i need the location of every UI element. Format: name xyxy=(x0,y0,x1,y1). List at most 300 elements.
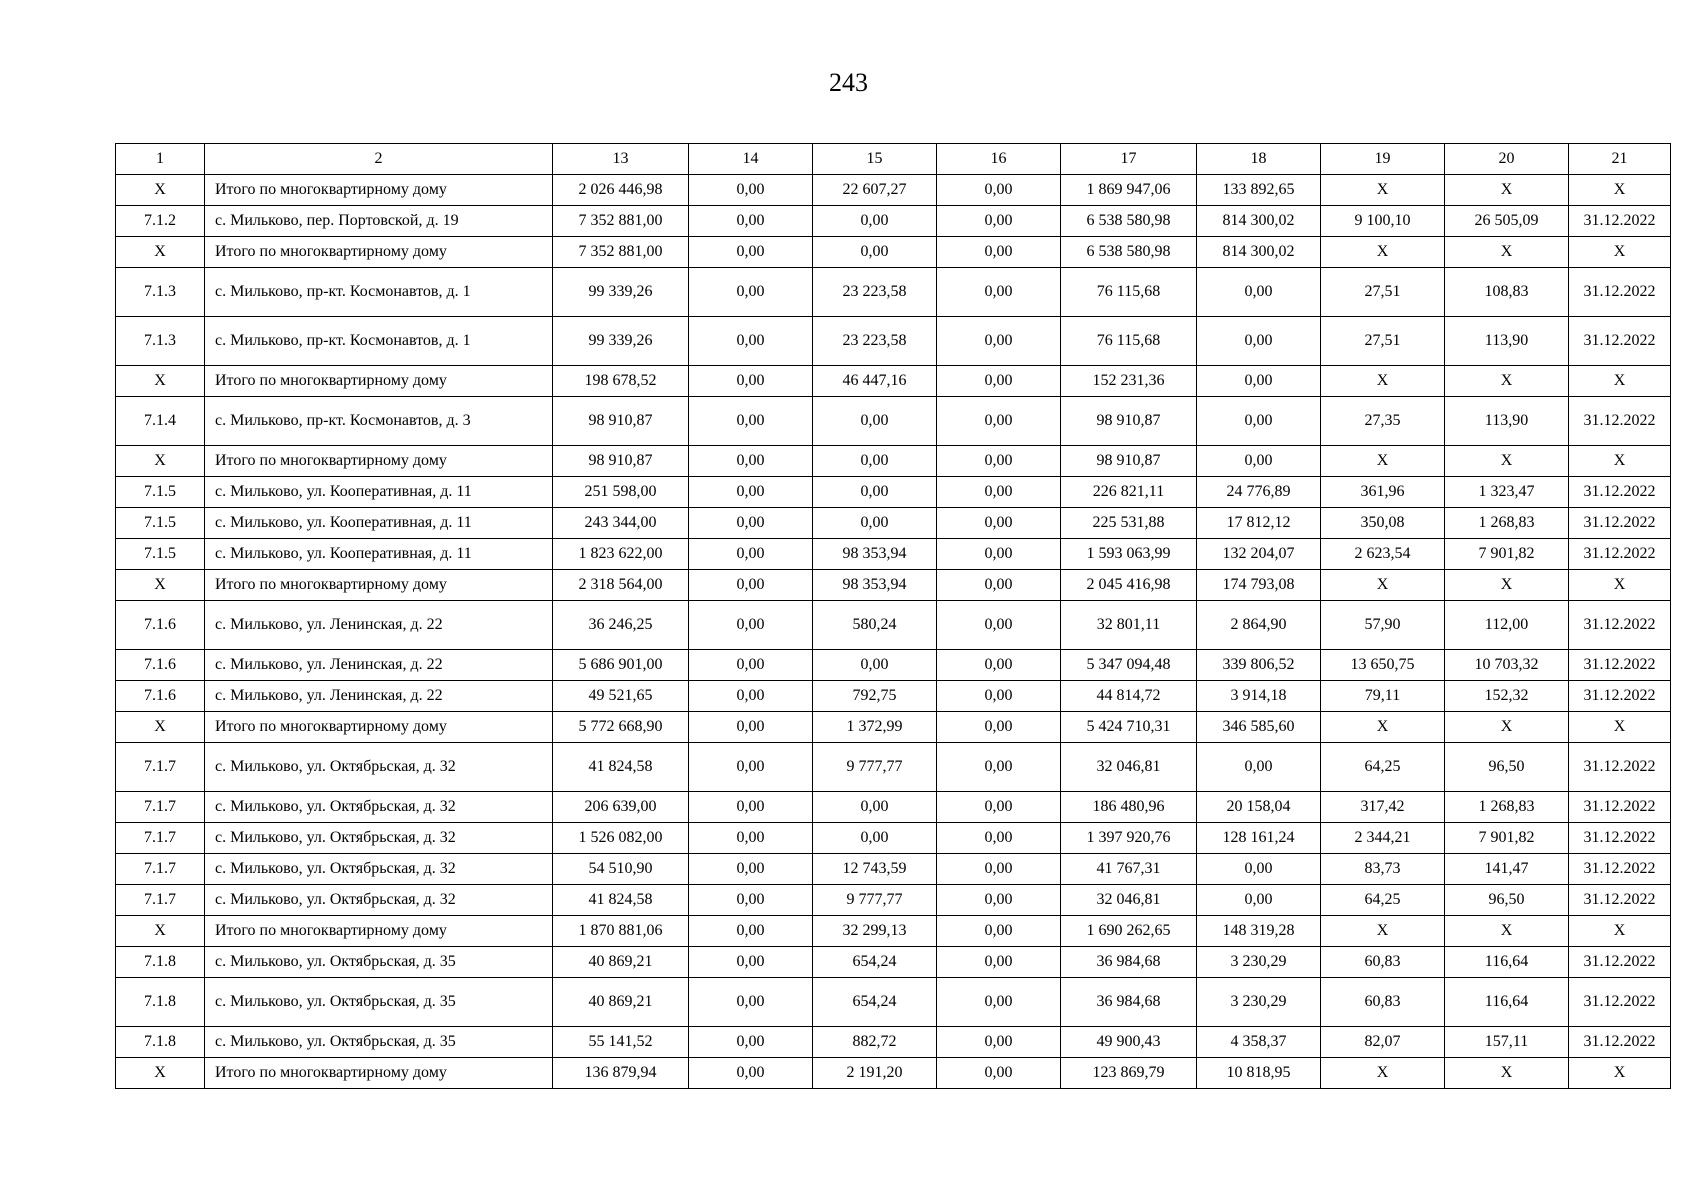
table-cell: 0,00 xyxy=(689,366,813,397)
address-cell: с. Мильково, ул. Октябрьская, д. 35 xyxy=(205,947,553,978)
table-cell: 0,00 xyxy=(937,446,1061,477)
table-cell: 99 339,26 xyxy=(553,317,689,366)
address-cell: с. Мильково, ул. Кооперативная, д. 11 xyxy=(205,477,553,508)
table-cell: 580,24 xyxy=(813,601,937,650)
column-header: 13 xyxy=(553,144,689,175)
table-cell: Х xyxy=(116,712,205,743)
table-cell: 7.1.7 xyxy=(116,854,205,885)
table-cell: 0,00 xyxy=(689,477,813,508)
table-cell: 27,51 xyxy=(1321,317,1445,366)
table-cell: 0,00 xyxy=(937,792,1061,823)
table-cell: 98 910,87 xyxy=(553,397,689,446)
table-cell: 317,42 xyxy=(1321,792,1445,823)
table-row xyxy=(116,397,1671,446)
total-row xyxy=(116,366,1671,397)
table-cell: 7 901,82 xyxy=(1445,823,1569,854)
address-cell: с. Мильково, ул. Октябрьская, д. 35 xyxy=(205,978,553,1027)
table-cell: 60,83 xyxy=(1321,978,1445,1027)
table-cell: 7.1.5 xyxy=(116,508,205,539)
address-cell: с. Мильково, пр-кт. Космонавтов, д. 3 xyxy=(205,397,553,446)
table-cell: 17 812,12 xyxy=(1197,508,1321,539)
table-cell: 2 864,90 xyxy=(1197,601,1321,650)
address-cell: с. Мильково, пр-кт. Космонавтов, д. 1 xyxy=(205,317,553,366)
table-cell: 2 344,21 xyxy=(1321,823,1445,854)
table-cell: 814 300,02 xyxy=(1197,206,1321,237)
table-cell: 1 397 920,76 xyxy=(1061,823,1197,854)
table-cell: 654,24 xyxy=(813,978,937,1027)
table-cell: 79,11 xyxy=(1321,681,1445,712)
table-row xyxy=(116,743,1671,792)
table-cell: 6 538 580,98 xyxy=(1061,206,1197,237)
table-cell: 60,83 xyxy=(1321,947,1445,978)
table-cell: 31.12.2022 xyxy=(1569,947,1671,978)
table-cell: 1 690 262,65 xyxy=(1061,916,1197,947)
table-cell: 7 352 881,00 xyxy=(553,237,689,268)
table-cell: 31.12.2022 xyxy=(1569,854,1671,885)
table-cell: 32 046,81 xyxy=(1061,885,1197,916)
table-cell: 2 318 564,00 xyxy=(553,570,689,601)
table-cell: 98 353,94 xyxy=(813,539,937,570)
table-cell: 0,00 xyxy=(689,268,813,317)
table-cell: 44 814,72 xyxy=(1061,681,1197,712)
table-cell: 0,00 xyxy=(689,712,813,743)
table-cell: 0,00 xyxy=(937,947,1061,978)
table-cell: Х xyxy=(1445,570,1569,601)
table-cell: 0,00 xyxy=(689,317,813,366)
table-cell: Х xyxy=(1445,1058,1569,1089)
table-row xyxy=(116,508,1671,539)
column-header: 16 xyxy=(937,144,1061,175)
table-cell: 654,24 xyxy=(813,947,937,978)
table-cell: 27,35 xyxy=(1321,397,1445,446)
table-cell: 31.12.2022 xyxy=(1569,743,1671,792)
table-cell: 152 231,36 xyxy=(1061,366,1197,397)
table-cell: Х xyxy=(1321,1058,1445,1089)
table-cell: 6 538 580,98 xyxy=(1061,237,1197,268)
table-cell: Х xyxy=(1569,712,1671,743)
table-cell: 174 793,08 xyxy=(1197,570,1321,601)
table-cell: 10 703,32 xyxy=(1445,650,1569,681)
address-cell: с. Мильково, ул. Ленинская, д. 22 xyxy=(205,681,553,712)
table-cell: 31.12.2022 xyxy=(1569,978,1671,1027)
table-row xyxy=(116,1027,1671,1058)
table-cell: 0,00 xyxy=(937,539,1061,570)
table-cell: 76 115,68 xyxy=(1061,268,1197,317)
table-cell: 0,00 xyxy=(937,681,1061,712)
table-cell: 0,00 xyxy=(689,1027,813,1058)
table-cell: 4 358,37 xyxy=(1197,1027,1321,1058)
table-cell: 0,00 xyxy=(813,477,937,508)
table-cell: 36 246,25 xyxy=(553,601,689,650)
table-cell: 24 776,89 xyxy=(1197,477,1321,508)
table-cell: 361,96 xyxy=(1321,477,1445,508)
table-cell: 141,47 xyxy=(1445,854,1569,885)
table-row xyxy=(116,206,1671,237)
table-cell: 1 823 622,00 xyxy=(553,539,689,570)
table-cell: 41 824,58 xyxy=(553,743,689,792)
address-cell: с. Мильково, ул. Октябрьская, д. 35 xyxy=(205,1027,553,1058)
address-cell: Итого по многоквартирному дому xyxy=(205,570,553,601)
table-cell: 0,00 xyxy=(813,792,937,823)
table-cell: 0,00 xyxy=(1197,743,1321,792)
table-cell: 31.12.2022 xyxy=(1569,206,1671,237)
table-cell: 31.12.2022 xyxy=(1569,792,1671,823)
table-cell: Х xyxy=(1321,916,1445,947)
table-cell: 0,00 xyxy=(1197,366,1321,397)
table-cell: 31.12.2022 xyxy=(1569,681,1671,712)
table-cell: 83,73 xyxy=(1321,854,1445,885)
page-number: 243 xyxy=(829,68,868,97)
table-cell: 0,00 xyxy=(1197,854,1321,885)
table-cell: 7.1.8 xyxy=(116,1027,205,1058)
table-cell: 0,00 xyxy=(937,268,1061,317)
table-cell: 31.12.2022 xyxy=(1569,397,1671,446)
table-cell: 5 772 668,90 xyxy=(553,712,689,743)
table-cell: Х xyxy=(1321,237,1445,268)
total-row xyxy=(116,712,1671,743)
table-cell: 7.1.8 xyxy=(116,947,205,978)
table-cell: 98 910,87 xyxy=(553,446,689,477)
address-cell: Итого по многоквартирному дому xyxy=(205,237,553,268)
table-cell: 0,00 xyxy=(689,947,813,978)
table-row xyxy=(116,978,1671,1027)
table-row xyxy=(116,539,1671,570)
table-cell: Х xyxy=(1445,175,1569,206)
table-cell: 113,90 xyxy=(1445,317,1569,366)
table-cell: 40 869,21 xyxy=(553,947,689,978)
table-cell: 96,50 xyxy=(1445,885,1569,916)
table-cell: 7.1.6 xyxy=(116,650,205,681)
table-row xyxy=(116,477,1671,508)
table-cell: 225 531,88 xyxy=(1061,508,1197,539)
table-cell: 23 223,58 xyxy=(813,317,937,366)
table-cell: 7.1.4 xyxy=(116,397,205,446)
address-cell: с. Мильково, ул. Кооперативная, д. 11 xyxy=(205,539,553,570)
table-cell: 31.12.2022 xyxy=(1569,601,1671,650)
table-cell: 9 100,10 xyxy=(1321,206,1445,237)
table-cell: 2 026 446,98 xyxy=(553,175,689,206)
table-cell: Х xyxy=(116,916,205,947)
table-row xyxy=(116,650,1671,681)
total-row xyxy=(116,570,1671,601)
table-cell: 32 801,11 xyxy=(1061,601,1197,650)
table-cell: 0,00 xyxy=(1197,268,1321,317)
table-cell: 12 743,59 xyxy=(813,854,937,885)
table-cell: 346 585,60 xyxy=(1197,712,1321,743)
table-cell: 157,11 xyxy=(1445,1027,1569,1058)
table-cell: 32 299,13 xyxy=(813,916,937,947)
table-cell: Х xyxy=(1321,175,1445,206)
table-cell: Х xyxy=(116,446,205,477)
table-cell: 31.12.2022 xyxy=(1569,539,1671,570)
table-cell: 36 984,68 xyxy=(1061,978,1197,1027)
table-cell: 0,00 xyxy=(689,601,813,650)
table-cell: 0,00 xyxy=(937,916,1061,947)
table-cell: Х xyxy=(1569,916,1671,947)
table-cell: 0,00 xyxy=(689,539,813,570)
address-cell: Итого по многоквартирному дому xyxy=(205,366,553,397)
table-row xyxy=(116,268,1671,317)
table-cell: 7.1.7 xyxy=(116,792,205,823)
table-row xyxy=(116,823,1671,854)
table-row xyxy=(116,681,1671,712)
table-cell: Х xyxy=(1445,446,1569,477)
table-cell: Х xyxy=(1569,446,1671,477)
table-cell: 339 806,52 xyxy=(1197,650,1321,681)
table-cell: 0,00 xyxy=(937,206,1061,237)
table-body xyxy=(116,175,1671,1089)
address-cell: Итого по многоквартирному дому xyxy=(205,446,553,477)
table-cell: Х xyxy=(1321,570,1445,601)
table-row xyxy=(116,317,1671,366)
table-cell: 0,00 xyxy=(937,743,1061,792)
table-cell: 108,83 xyxy=(1445,268,1569,317)
table-cell: 0,00 xyxy=(689,206,813,237)
address-cell: с. Мильково, ул. Ленинская, д. 22 xyxy=(205,650,553,681)
table-cell: 20 158,04 xyxy=(1197,792,1321,823)
table-cell: 49 521,65 xyxy=(553,681,689,712)
table-cell: 57,90 xyxy=(1321,601,1445,650)
table-cell: 0,00 xyxy=(937,397,1061,446)
table-cell: 98 353,94 xyxy=(813,570,937,601)
table-cell: 350,08 xyxy=(1321,508,1445,539)
table-cell: 31.12.2022 xyxy=(1569,477,1671,508)
table-cell: 5 347 094,48 xyxy=(1061,650,1197,681)
table-cell: 1 323,47 xyxy=(1445,477,1569,508)
table-cell: 1 869 947,06 xyxy=(1061,175,1197,206)
table-cell: Х xyxy=(116,1058,205,1089)
table-cell: 0,00 xyxy=(937,854,1061,885)
table-cell: 0,00 xyxy=(689,681,813,712)
table-cell: 0,00 xyxy=(937,366,1061,397)
table-cell: Х xyxy=(116,366,205,397)
table-cell: Х xyxy=(1321,446,1445,477)
table-cell: 2 045 416,98 xyxy=(1061,570,1197,601)
total-row xyxy=(116,916,1671,947)
address-cell: Итого по многоквартирному дому xyxy=(205,175,553,206)
table-cell: 7.1.5 xyxy=(116,539,205,570)
table-cell: 0,00 xyxy=(689,237,813,268)
table-cell: 55 141,52 xyxy=(553,1027,689,1058)
table-cell: 882,72 xyxy=(813,1027,937,1058)
table-cell: 0,00 xyxy=(937,601,1061,650)
table-cell: 0,00 xyxy=(937,978,1061,1027)
address-cell: с. Мильково, ул. Октябрьская, д. 32 xyxy=(205,854,553,885)
table-cell: 0,00 xyxy=(689,508,813,539)
table-row xyxy=(116,601,1671,650)
table-cell: 0,00 xyxy=(937,175,1061,206)
table-cell: 0,00 xyxy=(1197,397,1321,446)
table-cell: 0,00 xyxy=(689,397,813,446)
table-cell: 46 447,16 xyxy=(813,366,937,397)
table-cell: 54 510,90 xyxy=(553,854,689,885)
column-header: 18 xyxy=(1197,144,1321,175)
table-cell: 206 639,00 xyxy=(553,792,689,823)
table-cell: Х xyxy=(1569,366,1671,397)
table-cell: 96,50 xyxy=(1445,743,1569,792)
table-cell: 64,25 xyxy=(1321,743,1445,792)
table-cell: 0,00 xyxy=(689,854,813,885)
table-cell: 0,00 xyxy=(689,978,813,1027)
table-cell: 41 824,58 xyxy=(553,885,689,916)
table-cell: 9 777,77 xyxy=(813,885,937,916)
table-cell: 76 115,68 xyxy=(1061,317,1197,366)
table-cell: 0,00 xyxy=(689,823,813,854)
table-cell: 31.12.2022 xyxy=(1569,885,1671,916)
table-cell: 0,00 xyxy=(937,237,1061,268)
table-cell: 113,90 xyxy=(1445,397,1569,446)
table-cell: 7.1.7 xyxy=(116,743,205,792)
total-row xyxy=(116,175,1671,206)
address-cell: с. Мильково, ул. Октябрьская, д. 32 xyxy=(205,885,553,916)
table-cell: 40 869,21 xyxy=(553,978,689,1027)
table-cell: 148 319,28 xyxy=(1197,916,1321,947)
table-cell: 133 892,65 xyxy=(1197,175,1321,206)
table-cell: 7.1.7 xyxy=(116,823,205,854)
table-cell: 0,00 xyxy=(813,206,937,237)
table-cell: Х xyxy=(1569,175,1671,206)
table-cell: 7.1.6 xyxy=(116,681,205,712)
address-cell: с. Мильково, ул. Октябрьская, д. 32 xyxy=(205,792,553,823)
table-cell: 26 505,09 xyxy=(1445,206,1569,237)
table-cell: 64,25 xyxy=(1321,885,1445,916)
table-cell: 0,00 xyxy=(689,916,813,947)
table-cell: 0,00 xyxy=(689,743,813,792)
table-cell: 1 870 881,06 xyxy=(553,916,689,947)
table-cell: 792,75 xyxy=(813,681,937,712)
table-cell: 0,00 xyxy=(1197,885,1321,916)
column-header: 21 xyxy=(1569,144,1671,175)
table-cell: Х xyxy=(1445,712,1569,743)
table-cell: Х xyxy=(1445,237,1569,268)
table-cell: 0,00 xyxy=(1197,446,1321,477)
table-cell: 152,32 xyxy=(1445,681,1569,712)
total-row xyxy=(116,446,1671,477)
table-cell: 3 914,18 xyxy=(1197,681,1321,712)
table-cell: Х xyxy=(1321,712,1445,743)
table-cell: 198 678,52 xyxy=(553,366,689,397)
column-header: 1 xyxy=(116,144,205,175)
address-cell: с. Мильково, ул. Ленинская, д. 22 xyxy=(205,601,553,650)
table-cell: 99 339,26 xyxy=(553,268,689,317)
table-cell: 23 223,58 xyxy=(813,268,937,317)
table-row xyxy=(116,854,1671,885)
table-cell: 0,00 xyxy=(937,317,1061,366)
table-cell: 98 910,87 xyxy=(1061,446,1197,477)
table-cell: 5 686 901,00 xyxy=(553,650,689,681)
table-cell: 13 650,75 xyxy=(1321,650,1445,681)
table-cell: 116,64 xyxy=(1445,978,1569,1027)
table-cell: 112,00 xyxy=(1445,601,1569,650)
address-cell: с. Мильково, ул. Октябрьская, д. 32 xyxy=(205,823,553,854)
table-cell: Х xyxy=(1321,366,1445,397)
column-header: 14 xyxy=(689,144,813,175)
table-cell: 0,00 xyxy=(937,885,1061,916)
table-cell: 0,00 xyxy=(937,1058,1061,1089)
table-row xyxy=(116,885,1671,916)
address-cell: Итого по многоквартирному дому xyxy=(205,916,553,947)
table-cell: 0,00 xyxy=(813,446,937,477)
table-cell: 0,00 xyxy=(937,1027,1061,1058)
table-cell: 128 161,24 xyxy=(1197,823,1321,854)
table-cell: 123 869,79 xyxy=(1061,1058,1197,1089)
column-header: 20 xyxy=(1445,144,1569,175)
table-cell: 0,00 xyxy=(937,508,1061,539)
address-cell: Итого по многоквартирному дому xyxy=(205,712,553,743)
table-cell: Х xyxy=(116,175,205,206)
table-cell: 226 821,11 xyxy=(1061,477,1197,508)
header-row xyxy=(116,144,1671,175)
table-cell: 1 526 082,00 xyxy=(553,823,689,854)
table-cell: 0,00 xyxy=(689,1058,813,1089)
table-cell: 814 300,02 xyxy=(1197,237,1321,268)
address-cell: с. Мильково, ул. Октябрьская, д. 32 xyxy=(205,743,553,792)
table-cell: 0,00 xyxy=(689,570,813,601)
total-row xyxy=(116,237,1671,268)
table-cell: 116,64 xyxy=(1445,947,1569,978)
address-cell: с. Мильково, ул. Кооперативная, д. 11 xyxy=(205,508,553,539)
table-cell: 0,00 xyxy=(937,712,1061,743)
table-cell: 31.12.2022 xyxy=(1569,508,1671,539)
address-cell: с. Мильково, пр-кт. Космонавтов, д. 1 xyxy=(205,268,553,317)
column-header: 17 xyxy=(1061,144,1197,175)
table-cell: 7.1.3 xyxy=(116,317,205,366)
table-cell: 32 046,81 xyxy=(1061,743,1197,792)
table-cell: 9 777,77 xyxy=(813,743,937,792)
data-table xyxy=(115,143,1671,1089)
table-cell: 10 818,95 xyxy=(1197,1058,1321,1089)
table-cell: 82,07 xyxy=(1321,1027,1445,1058)
table-cell: 3 230,29 xyxy=(1197,978,1321,1027)
table-cell: 2 191,20 xyxy=(813,1058,937,1089)
table-cell: 31.12.2022 xyxy=(1569,823,1671,854)
table-cell: 31.12.2022 xyxy=(1569,1027,1671,1058)
address-cell: Итого по многоквартирному дому xyxy=(205,1058,553,1089)
table-cell: 31.12.2022 xyxy=(1569,650,1671,681)
table-cell: 1 268,83 xyxy=(1445,792,1569,823)
total-row xyxy=(116,1058,1671,1089)
table-cell: Х xyxy=(1569,1058,1671,1089)
table-cell: 31.12.2022 xyxy=(1569,268,1671,317)
table-cell: 7.1.6 xyxy=(116,601,205,650)
table-cell: 3 230,29 xyxy=(1197,947,1321,978)
table-cell: 0,00 xyxy=(937,570,1061,601)
table-cell: 7 352 881,00 xyxy=(553,206,689,237)
table-cell: 1 593 063,99 xyxy=(1061,539,1197,570)
column-header: 2 xyxy=(205,144,553,175)
table-cell: 49 900,43 xyxy=(1061,1027,1197,1058)
table-cell: 41 767,31 xyxy=(1061,854,1197,885)
table-cell: 0,00 xyxy=(937,477,1061,508)
table-cell: Х xyxy=(1569,570,1671,601)
table-cell: 2 623,54 xyxy=(1321,539,1445,570)
address-cell: с. Мильково, пер. Портовской, д. 19 xyxy=(205,206,553,237)
column-header: 15 xyxy=(813,144,937,175)
table-cell: 0,00 xyxy=(937,650,1061,681)
table-cell: Х xyxy=(1445,366,1569,397)
table-cell: 98 910,87 xyxy=(1061,397,1197,446)
table-cell: 132 204,07 xyxy=(1197,539,1321,570)
table-cell: 243 344,00 xyxy=(553,508,689,539)
table-cell: 0,00 xyxy=(689,446,813,477)
table-cell: 1 268,83 xyxy=(1445,508,1569,539)
table-cell: 136 879,94 xyxy=(553,1058,689,1089)
table-cell: 0,00 xyxy=(813,823,937,854)
table-cell: 0,00 xyxy=(813,650,937,681)
table-cell: Х xyxy=(116,237,205,268)
table-cell: Х xyxy=(1445,916,1569,947)
table-cell: 27,51 xyxy=(1321,268,1445,317)
